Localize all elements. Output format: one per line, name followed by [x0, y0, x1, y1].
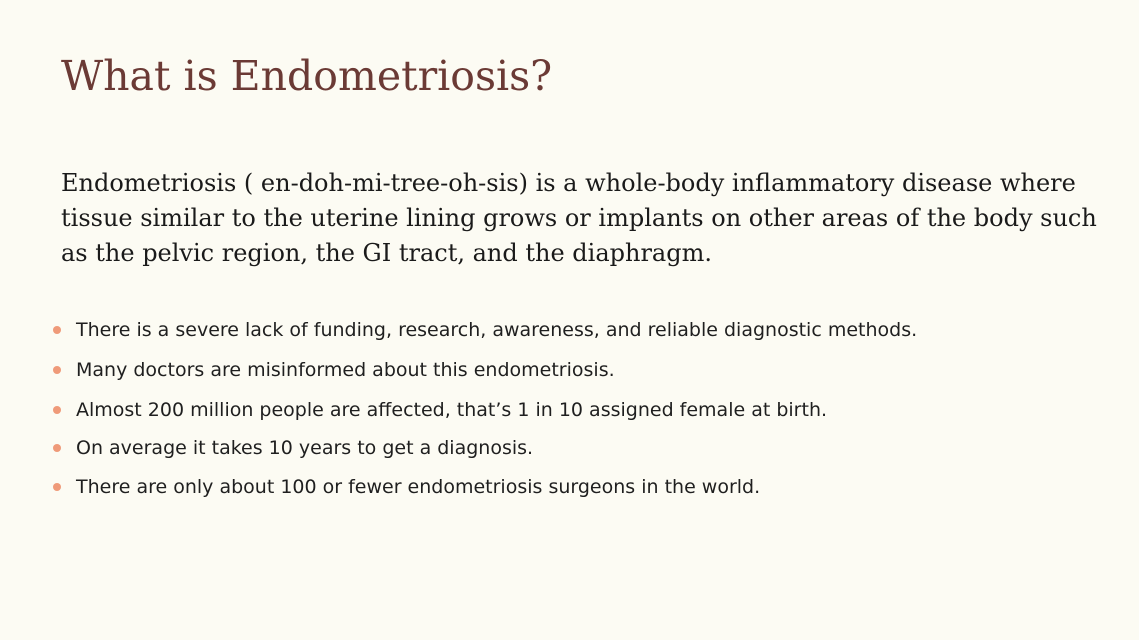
- list-item: [53, 470, 917, 510]
- bullet-dot-icon: [53, 326, 61, 334]
- bullet-dot-icon: [53, 406, 61, 414]
- bullet-dot-icon: [53, 483, 61, 491]
- definition-paragraph: Endometriosis ( en-doh-mi-tree-oh-sis) is a whole-body inflammatory disease where tissue similar to the uterine lining grows or implants on other areas of the body such as the pelvic region, the GI tract, and the diaphragm.: [61, 169, 1097, 267]
- list-item-text: There is a severe lack of funding, research, awareness, and reliable diagnostic methods.: [76, 319, 918, 341]
- list-item-text: Many doctors are misinformed about this endometriosis.: [76, 359, 615, 381]
- list-item: [53, 313, 917, 353]
- list-item-text: There are only about 100 or fewer endometriosis surgeons in the world.: [76, 476, 761, 498]
- list-item: [53, 393, 917, 431]
- slide-title: What is Endometriosis?: [61, 52, 553, 100]
- bullet-dot-icon: [53, 366, 61, 374]
- list-item-text: On average it takes 10 years to get a diagnosis.: [76, 437, 534, 459]
- bullet-dot-icon: [53, 444, 61, 452]
- list-item: [53, 353, 917, 393]
- list-item-text: Almost 200 million people are affected, that’s 1 in 10 assigned female at birth.: [76, 399, 828, 421]
- facts-list: [53, 313, 917, 510]
- list-item: [53, 431, 917, 470]
